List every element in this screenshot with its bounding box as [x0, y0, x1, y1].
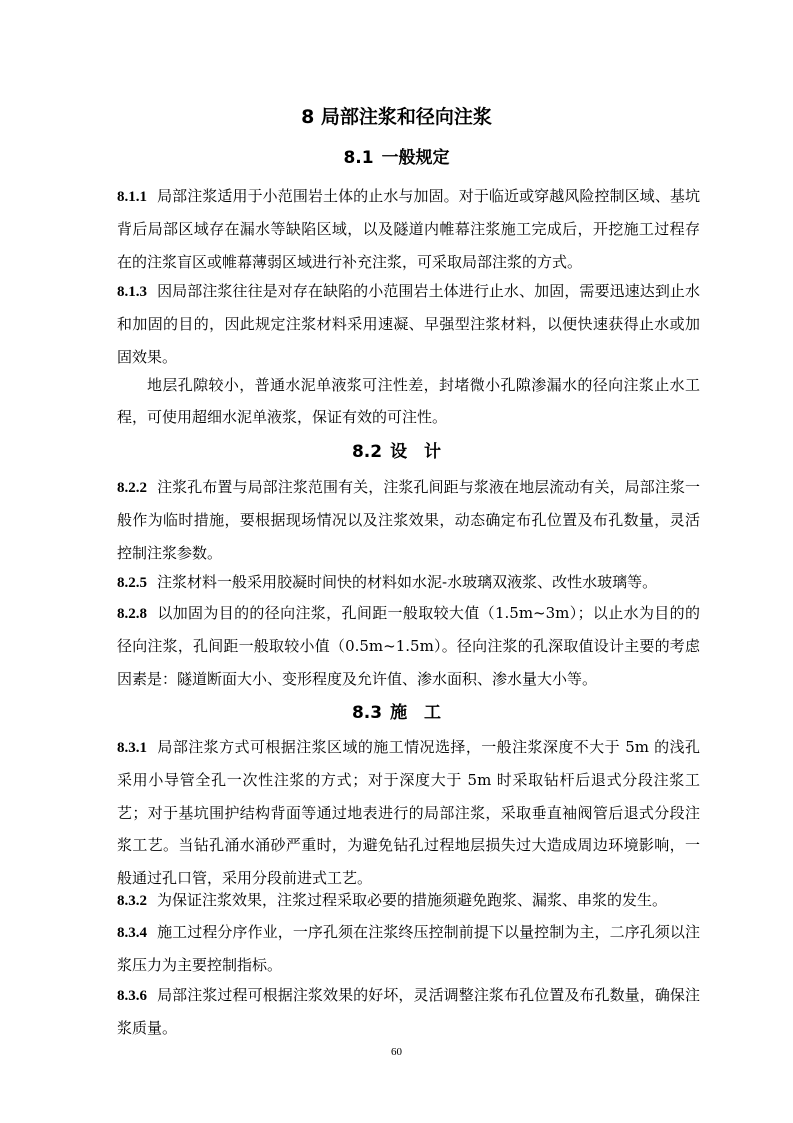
clause-number: 8.2.5 — [117, 575, 147, 591]
section-number: 8.3 — [351, 703, 383, 723]
clause-number: 8.2.2 — [117, 480, 147, 496]
clause-number: 8.3.6 — [117, 988, 147, 1004]
clause-number: 8.1.1 — [117, 189, 147, 205]
section-heading: 一般规定 — [381, 148, 450, 168]
clause-8-1-3-note — [117, 369, 700, 434]
clause-text: 局部注浆方式可根据注浆区域的施工情况选择，一般注浆深度不大于 5m 的浅孔采用小导管全孔一次性注浆的方式；对于深度大于 5m 时采取钻杆后退式分段注浆工艺；对于基坑围护结构背面等通过地表进行的局部注浆，采取垂直袖阀管后退式分段注浆工艺。当钻孔涌水涌砂严重时，为避免钻孔过程地层损失过大造成周边环境影响，一般通过孔口管，采用分段前进式工艺。 — [117, 738, 700, 887]
clause-text: 注浆材料一般采用胶凝时间快的材料如水泥-水玻璃双液浆、改性水玻璃等。 — [157, 573, 658, 591]
clause-8-3-4 — [117, 916, 700, 982]
clause-text: 局部注浆适用于小范围岩土体的止水与加固。对于临近或穿越风险控制区域、基坑背后局部区域存在漏水等缺陷区域，以及隧道内帷幕注浆施工完成后，开挖施工过程存在的注浆盲区或帷幕薄弱区域进行补充注浆，可采取局部注浆的方式。 — [117, 187, 700, 271]
clause-8-1-1 — [117, 180, 700, 278]
chapter-title: 8 局部注浆和径向注浆 — [301, 106, 492, 128]
clause-number: 8.3.4 — [117, 925, 147, 941]
clause-text: 为保证注浆效果，注浆过程采取必要的措施须避免跑浆、漏浆、串浆的发生。 — [157, 891, 668, 909]
clause-8-2-2 — [117, 471, 700, 569]
clause-text: 施工过程分序作业，一序孔须在注浆终压控制前提下以量控制为主，二序孔须以注浆压力为主要控制指标。 — [117, 923, 700, 975]
section-title-8-3 — [0, 701, 793, 725]
clause-number: 8.1.3 — [117, 284, 147, 300]
clause-text: 以加固为目的的径向注浆，孔间距一般取较大值（1.5m~3m）；以止水为目的的径向注浆，孔间距一般取较小值（0.5m~1.5m）。径向注浆的孔深取值设计主要的考虑因素是：隧道断面大小、变形程度及允许值、渗水面积、渗水量大小等。 — [117, 604, 700, 688]
clause-8-3-1 — [117, 731, 700, 894]
section-heading: 施 工 — [390, 703, 442, 723]
clause-number: 8.3.1 — [117, 740, 147, 756]
clause-number: 8.2.8 — [117, 606, 147, 622]
clause-8-3-6 — [117, 979, 700, 1045]
clause-8-2-5 — [117, 566, 700, 599]
section-title-8-2 — [0, 440, 793, 464]
clause-text: 因局部注浆往往是对存在缺陷的小范围岩土体进行止水、加固，需要迅速达到止水和加固的目的，因此规定注浆材料采用速凝、早强型注浆材料，以便快速获得止水或加固效果。 — [117, 282, 700, 366]
section-title-8-1 — [0, 146, 793, 170]
clause-8-3-2 — [117, 884, 700, 917]
clause-number: 8.3.2 — [117, 893, 147, 909]
page-number: 60 — [391, 1046, 402, 1058]
section-number: 8.1 — [343, 148, 374, 168]
clause-8-2-8 — [117, 597, 700, 695]
clause-text: 注浆孔布置与局部注浆范围有关，注浆孔间距与浆液在地层流动有关，局部注浆一般作为临时措施，要根据现场情况以及注浆效果，动态确定布孔位置及布孔数量，灵活控制注浆参数。 — [117, 478, 700, 562]
section-number: 8.2 — [351, 442, 383, 462]
clause-8-1-3 — [117, 275, 700, 373]
clause-text: 局部注浆过程可根据注浆效果的好坏，灵活调整注浆布孔位置及布孔数量，确保注浆质量。 — [117, 986, 700, 1038]
section-heading: 设 计 — [390, 442, 442, 462]
clause-text: 地层孔隙较小，普通水泥单液浆可注性差，封堵微小孔隙渗漏水的径向注浆止水工程，可使用超细水泥单液浆，保证有效的可注性。 — [117, 376, 700, 427]
